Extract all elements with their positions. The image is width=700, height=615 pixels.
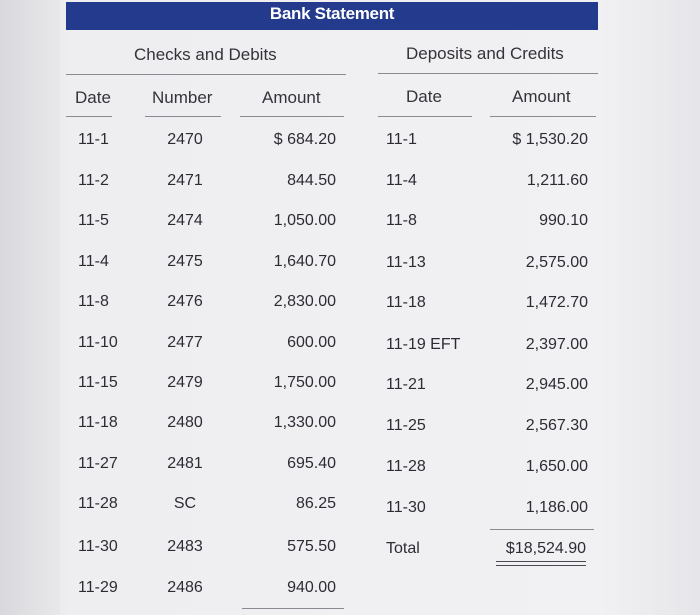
check-amount: 940.00 (287, 579, 336, 596)
check-number: 2486 (167, 579, 203, 596)
page-edge (0, 0, 60, 615)
check-number: 2480 (167, 414, 203, 431)
check-amount: 600.00 (287, 334, 336, 351)
deposit-amount: 1,472.70 (525, 294, 588, 311)
deposit-date: 11-18 (386, 294, 426, 311)
deposit-amount: 2,567.30 (525, 417, 588, 434)
col-check-number: Number (152, 88, 213, 107)
deposit-date: 11-8 (386, 212, 417, 229)
deposit-amount: 2,945.00 (525, 376, 588, 393)
check-number: 2479 (167, 374, 203, 391)
deposits-subtotal-rule (490, 529, 594, 530)
deposit-amount: 2,397.00 (525, 336, 588, 353)
deposit-date: 11-4 (386, 172, 417, 189)
deposit-date: 11-1 (386, 131, 417, 148)
checks-section-rule (66, 74, 346, 75)
col-deposit-date: Date (406, 87, 442, 106)
check-date: 11-10 (78, 334, 118, 351)
check-number: 2483 (167, 538, 203, 555)
col-check-number-rule (145, 116, 221, 117)
deposit-amount: 990.10 (539, 212, 588, 229)
deposit-date: 11-30 (386, 499, 426, 516)
statement-title: Bank Statement (269, 4, 395, 23)
deposit-amount: 1,186.00 (525, 499, 588, 516)
checks-section-label: Checks and Debits (134, 45, 277, 64)
check-date: 11-30 (78, 538, 118, 555)
checks-total-rule (242, 608, 344, 609)
check-number: 2471 (167, 172, 203, 189)
deposit-date: 11-13 (386, 254, 426, 271)
check-amount: 86.25 (295, 495, 336, 512)
deposit-total-label: Total (386, 540, 420, 557)
deposit-total-double-rule (496, 561, 586, 566)
col-deposit-amount: Amount (512, 87, 571, 106)
check-date: 11-29 (78, 579, 118, 596)
check-amount: $ 684.20 (273, 131, 336, 148)
deposits-section-label: Deposits and Credits (406, 44, 564, 63)
deposit-date: 11-21 (386, 376, 426, 393)
col-check-date-rule (66, 116, 112, 117)
check-date: 11-15 (78, 374, 118, 391)
deposit-date: 11-25 (386, 417, 426, 434)
check-number: 2481 (167, 455, 203, 472)
check-number: 2475 (167, 253, 203, 270)
col-check-amount-rule (240, 116, 344, 117)
deposit-date: 11-19 EFT (386, 336, 461, 353)
check-date: 11-28 (78, 495, 118, 512)
col-check-amount: Amount (262, 88, 321, 107)
check-number: SC (173, 495, 197, 512)
check-date: 11-5 (78, 212, 109, 229)
check-date: 11-27 (78, 455, 118, 472)
check-amount: 1,050.00 (273, 212, 336, 229)
check-amount: 2,830.00 (273, 293, 336, 310)
check-number: 2470 (167, 131, 203, 148)
check-date: 11-2 (78, 172, 109, 189)
col-deposit-date-rule (378, 116, 472, 117)
col-deposit-amount-rule (490, 116, 596, 117)
check-date: 11-8 (78, 293, 109, 310)
deposit-date: 11-28 (386, 458, 426, 475)
check-date: 11-4 (78, 253, 109, 270)
deposit-amount: 2,575.00 (525, 254, 588, 271)
deposits-section-rule (378, 73, 598, 74)
check-number: 2474 (167, 212, 203, 229)
col-check-date: Date (75, 88, 111, 107)
check-number: 2476 (167, 293, 203, 310)
deposit-amount: $ 1,530.20 (512, 131, 588, 148)
deposit-amount: 1,650.00 (525, 458, 588, 475)
check-amount: 1,330.00 (273, 414, 336, 431)
check-amount: 1,640.70 (273, 253, 336, 270)
check-amount: 844.50 (287, 172, 336, 189)
title-bar (66, 2, 598, 30)
check-date: 11-18 (78, 414, 118, 431)
deposit-total-amount: $18,524.90 (505, 540, 586, 557)
deposit-amount: 1,211.60 (526, 172, 588, 189)
check-date: 11-1 (78, 131, 109, 148)
check-amount: 1,750.00 (273, 374, 336, 391)
check-amount: 695.40 (287, 455, 336, 472)
check-number: 2477 (167, 334, 203, 351)
check-amount: 575.50 (287, 538, 336, 555)
